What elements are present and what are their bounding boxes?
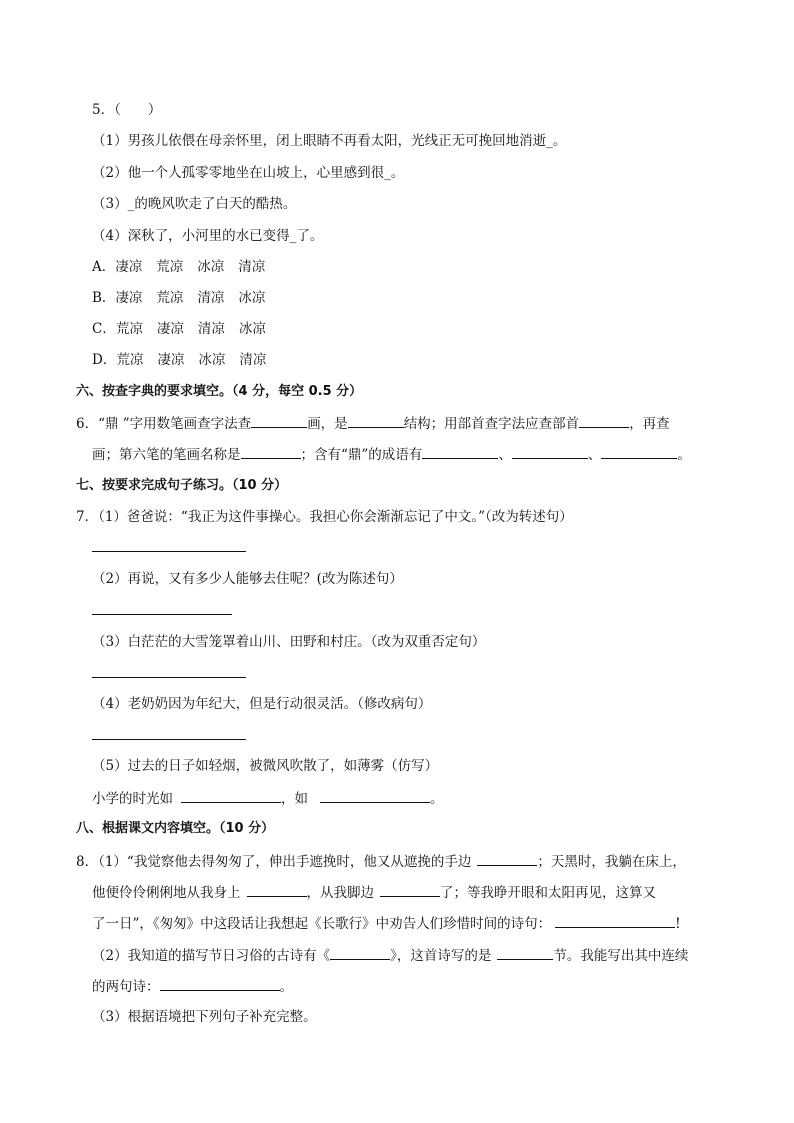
q8-line-3 [92,914,681,933]
q6-text: 6．“鼎 ”字用数笔画查字法查 [76,416,252,432]
q7-text: ，如 [281,791,308,807]
q8-text: 》，这首诗写的是 [390,948,492,964]
answer-blank[interactable] [422,445,498,459]
q5-sentence-2: （2）他一个人孤零零地坐在山坡上，心里感到很_。 [92,165,405,181]
q7-text: 小学的时光如 [92,791,173,807]
option-word: 荒凉 [156,259,184,275]
q7-sentence-2: （2）再说，又有多少人能够去住呢？(改为陈述句） [92,571,403,587]
answer-blank[interactable] [348,414,404,428]
option-letter: A． [92,259,116,275]
q6-text: 、 [498,447,512,463]
answer-line[interactable] [92,551,246,552]
q7-text: 。 [430,791,444,807]
q7-sentence-5: （5）过去的日子如轻烟，被微风吹散了，如薄雾（仿写） [92,758,439,774]
q8-text: ! [675,916,681,932]
q7-sentence-1: 7．（1）爸爸说：“我正为这件事操心。我担心你会渐渐忘记了中文。”（改为转述句） [76,509,573,525]
q6-text: ，再查 [629,416,670,432]
q5-sentence-4: （4）深秋了，小河里的水已变得_了。 [92,228,324,244]
q8-line-4 [92,946,688,965]
answer-blank[interactable] [247,883,307,897]
answer-line[interactable] [92,614,232,615]
q8-text: 。 [279,979,293,995]
option-word: 凄凉 [115,290,143,306]
option-word: 冰凉 [198,352,226,368]
q5-option-a[interactable] [92,258,265,276]
q8-text: 节。我能写出其中连续 [553,948,689,964]
q7-sentence-3: （3）白茫茫的大雪笼罩着山川、田野和村庄。（改为双重否定句） [92,634,486,650]
option-word: 冰凉 [197,259,225,275]
q5-head: 5．（ ） [92,102,162,118]
section-7-title: 七、按要求完成句子练习。（10 分） [76,478,288,493]
q5-option-c[interactable] [92,320,266,338]
option-word: 清凉 [197,321,225,337]
q8-text: ；天黑时，我躺在床上， [537,854,686,870]
option-word: 清凉 [197,290,225,306]
q6-line-2 [92,445,691,464]
option-letter: D． [92,352,117,368]
answer-blank[interactable] [380,883,440,897]
option-word: 冰凉 [238,321,266,337]
option-word: 荒凉 [116,352,144,368]
q8-line-5 [92,977,293,996]
section-6-title: 六、按查字典的要求填空。（4 分，每空 0.5 分） [76,384,363,399]
answer-blank[interactable] [477,852,537,866]
answer-blank[interactable] [320,789,430,803]
q8-text: （2）我知道的描写节日习俗的古诗有《 [92,948,331,964]
option-word: 清凉 [239,352,267,368]
option-word: 冰凉 [238,290,266,306]
q8-line-1 [76,852,686,871]
answer-blank[interactable] [160,977,280,991]
q8-text: 了一日”，《匆匆》中这段话让我想起《长歌行》中劝告人们珍惜时间的诗句： [92,916,552,932]
q6-text: ；含有“鼎”的成语有 [300,447,423,463]
answer-blank[interactable] [601,445,677,459]
q6-text: 画，是 [307,416,348,432]
q6-text: 、 [587,447,602,463]
q5-option-b[interactable] [92,289,265,307]
answer-blank[interactable] [497,946,553,960]
option-letter: C． [92,321,116,337]
q8-text: 8．（1）“我觉察他去得匆匆了，伸出手遮挽时，他又从遮挽的手边 [76,854,472,870]
q8-line-2 [92,883,656,902]
answer-blank[interactable] [512,445,588,459]
q6-line-1 [76,414,670,433]
q8-text: 他便伶伶俐俐地从我身上 [92,885,241,901]
q8-text: 了；等我睁开眼和太阳再见，这算又 [440,885,656,901]
answer-blank[interactable] [251,414,307,428]
q6-text: 画；第六笔的笔画名称是 [92,447,241,463]
option-word: 凄凉 [115,259,143,275]
answer-blank[interactable] [330,946,390,960]
q6-text: 。 [677,447,691,463]
q8-text: ，从我脚边 [306,885,374,901]
section-8-title: 八、根据课文内容填空。（10 分） [76,821,275,836]
answer-line[interactable] [92,739,246,740]
option-word: 凄凉 [157,352,185,368]
answer-blank[interactable] [555,914,675,928]
q7-sentence-4: （4）老奶奶因为年纪大，但是行动很灵活。（修改病句） [92,696,432,712]
answer-blank[interactable] [579,414,629,428]
option-word: 凄凉 [156,321,184,337]
option-word: 荒凉 [115,321,143,337]
q5-sentence-3: （3）_的晚风吹走了白天的酷热。 [92,196,297,212]
option-word: 荒凉 [156,290,184,306]
q6-text: 结构；用部首查字法应查部首 [403,416,580,432]
q7-sentence-5-answer [92,789,444,808]
option-word: 清凉 [238,259,266,275]
option-letter: B． [92,290,116,306]
q5-sentence-1: （1）男孩儿依偎在母亲怀里，闭上眼睛不再看太阳，光线正无可挽回地消逝_。 [92,133,567,149]
q8-line-6: （3）根据语境把下列句子补充完整。 [92,1009,317,1025]
answer-line[interactable] [92,677,246,678]
answer-blank[interactable] [241,445,301,459]
q8-text: 的两句诗： [92,979,160,995]
answer-blank[interactable] [181,789,281,803]
q5-option-d[interactable] [92,351,266,369]
